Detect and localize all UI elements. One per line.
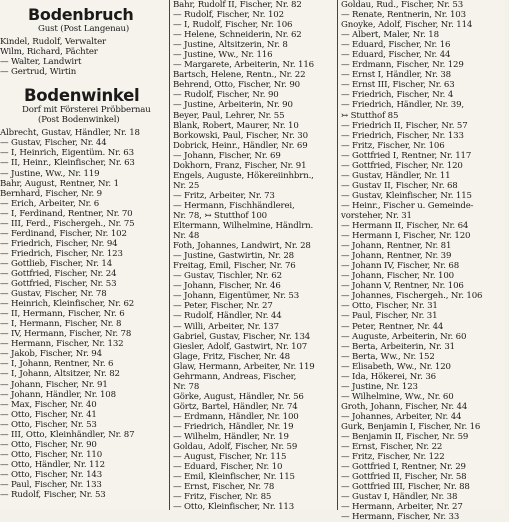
directory-entry: Behrend, Otto, Fischer, Nr. 90 xyxy=(173,80,300,91)
directory-entry: Gabriel, Gustav, Fischer, Nr. 134 xyxy=(173,331,311,342)
directory-entry: Wilm, Richard, Pächter xyxy=(0,47,98,58)
directory-entry: — Gertrud, Wirtin xyxy=(0,67,77,78)
directory-entry: — Gustav, Fischer, Nr. 44 xyxy=(0,138,107,149)
directory-entry: — Ernst, Fischer, Nr. 22 xyxy=(341,442,443,453)
directory-entry: — Justine, Gastwirtin, Nr. 28 xyxy=(173,251,294,262)
directory-entry: Gurk, Benjamin I, Fischer, Nr. 16 xyxy=(341,421,481,432)
directory-entry: — Friedrich, Händler, Nr. 39, xyxy=(341,100,464,111)
directory-entry: — Erdmann, Händler, Nr. 100 xyxy=(173,411,299,422)
directory-entry: Nr. 48 xyxy=(173,231,200,242)
directory-entry: — Johann, Fischer, Nr. 46 xyxy=(173,281,281,292)
directory-entry: — Gottfried, Fischer, Nr. 24 xyxy=(0,268,117,279)
directory-entry: — Johann, Fischer, Nr. 100 xyxy=(341,271,454,282)
directory-entry: — Justine, Nr. 123 xyxy=(341,381,418,392)
directory-entry: — IV, Hermann, Fischer, Nr. 78 xyxy=(0,329,132,340)
directory-entry: — Justine, Ww., Nr. 116 xyxy=(173,50,273,61)
directory-entry: — Friedrich, Fischer, Nr. 123 xyxy=(0,248,123,259)
directory-entry: Eltermann, Wilhelmine, Händlrn. xyxy=(173,221,314,232)
directory-entry: — I, Hermann, Fischer, Nr. 8 xyxy=(0,319,122,330)
column-3 xyxy=(337,0,509,522)
directory-entry: — Fritz, Fischer, Nr. 85 xyxy=(173,492,272,503)
directory-entry: — Gustav, Kleinfischer, Nr. 115 xyxy=(341,190,472,201)
directory-entry: Freitag, Emil, Fischer, Nr. 76 xyxy=(173,261,296,272)
directory-entry: vorsteher, Nr. 31 xyxy=(341,210,412,221)
directory-entry: — Otto, Fischer, Nr. 41 xyxy=(0,409,97,420)
directory-entry: — Eduard, Fischer, Nr. 16 xyxy=(341,40,451,51)
directory-entry: — Peter, Rentner, Nr. 44 xyxy=(341,321,444,332)
directory-entry: — Johann, Händler, Nr. 108 xyxy=(0,389,116,400)
directory-entry: — Johannes, Arbeiter, Nr. 44 xyxy=(341,411,462,422)
directory-entry: — II, Hermann, Fischer, Nr. 6 xyxy=(0,309,125,320)
directory-entry: — Eduard, Fischer, Nr. 10 xyxy=(173,462,283,473)
directory-entry: Gehrmann, Andreas, Fischer, xyxy=(173,371,297,382)
directory-entry: — Max, Fischer, Nr. 40 xyxy=(0,399,97,410)
directory-entry: — II, Heinr., Kleinfischer, Nr. 63 xyxy=(0,158,135,169)
directory-entry: — I, Johann, Rentner, Nr. 6 xyxy=(0,359,114,370)
directory-entry: Glage, Fritz, Fischer, Nr. 48 xyxy=(173,351,290,362)
directory-entry: — Wilhelmine, Ww., Nr. 60 xyxy=(341,391,454,402)
directory-entry: — Berta, Arbeiterin, Nr. 31 xyxy=(341,341,455,352)
directory-entry: — Hermann, Arbeiter, Nr. 27 xyxy=(341,502,463,513)
directory-entry: Nr. 78 xyxy=(173,381,200,392)
directory-entry: Glaw, Hermann, Arbeiter, Nr. 119 xyxy=(173,361,315,372)
place-title-bodenbruch: Bodenbruch xyxy=(28,5,134,24)
directory-entry: Beyer, Paul, Lehrer, Nr. 55 xyxy=(173,110,285,121)
directory-entry: Bernhard, Fischer, Nr. 9 xyxy=(0,188,102,199)
directory-entry: — Heinrich, Kleinfischer, Nr. 62 xyxy=(0,299,135,310)
directory-entry: — Johann, Eigentümer, Nr. 53 xyxy=(173,291,300,302)
directory-entry: — Rudolf, Händler, Nr. 44 xyxy=(173,311,282,322)
directory-entry: — III, Ferd., Fischergeh., Nr. 75 xyxy=(0,218,135,229)
directory-entry: Dobrick, Heinr., Händler, Nr. 69 xyxy=(173,140,308,151)
directory-entry: Dokhorn, Franz, Fischer, Nr. 91 xyxy=(173,160,307,171)
directory-entry: Bahr, Rudolf II, Fischer, Nr. 82 xyxy=(173,0,302,10)
directory-entry: — Justine, Altsitzerin, Nr. 8 xyxy=(173,40,288,51)
directory-entry: — Peter, Fischer, Nr. 27 xyxy=(173,301,273,312)
directory-entry: — Gustav II, Fischer, Nr. 68 xyxy=(341,180,458,191)
directory-entry: — Johann, Rentner, Nr. 39 xyxy=(341,251,452,262)
directory-entry: — I, Johann, Altsitzer, Nr. 82 xyxy=(0,369,120,380)
directory-entry: — Fritz, Arbeiter, Nr. 73 xyxy=(173,190,275,201)
directory-entry: — Gustav, Fischer, Nr. 78 xyxy=(0,289,107,300)
directory-entry: — Auguste, Arbeiterin, Nr. 60 xyxy=(341,331,467,342)
directory-entry: — Friedrich, Fischer, Nr. 94 xyxy=(0,238,118,249)
directory-entry: — Otto, Fischer, Nr. 110 xyxy=(0,449,103,460)
place-subtitle: Dorf mit Försterei Pröbbernau xyxy=(22,105,151,116)
directory-entry: Foth, Johannes, Landwirt, Nr. 28 xyxy=(173,241,311,252)
directory-entry: — Hermann II, Fischer, Nr. 64 xyxy=(341,221,469,232)
directory-entry: — Eduard, Fischer, Nr. 44 xyxy=(341,50,451,61)
directory-entry: — Justine, Ww., Nr. 119 xyxy=(0,168,100,179)
directory-entry: — Jakob, Fischer, Nr. 94 xyxy=(0,349,102,360)
column-2 xyxy=(169,0,339,513)
directory-entry: — Ernst I, Händler, Nr. 38 xyxy=(341,70,451,81)
directory-entry: — Hermann, Fischer, Nr. 132 xyxy=(0,339,124,350)
directory-entry: Görke, August, Händler, Nr. 56 xyxy=(173,391,304,402)
directory-entry: — Rudolf, Fischer, Nr. 90 xyxy=(173,90,279,101)
directory-entry: — Gustav I, Händler, Nr. 38 xyxy=(341,492,458,503)
directory-entry: — Johannes, Fischergeh., Nr. 106 xyxy=(341,291,483,302)
directory-entry: — Paul, Fischer, Nr. 31 xyxy=(341,311,438,322)
directory-entry: — Willi, Arbeiter, Nr. 137 xyxy=(173,321,279,332)
directory-entry: — Otto, Händler, Nr. 112 xyxy=(0,459,105,470)
directory-entry: — Gottfried III, Fischer, Nr. 88 xyxy=(341,482,470,493)
directory-entry: — III, Otto, Kleinhändler, Nr. 87 xyxy=(0,429,135,440)
directory-entry: — Erich, Arbeiter, Nr. 6 xyxy=(0,198,100,209)
directory-entry: — Johann IV, Fischer, Nr. 68 xyxy=(341,261,460,272)
directory-entry: — Otto, Fischer, Nr. 31 xyxy=(341,301,438,312)
directory-entry: Giesler, Adolf, Gastwirt, Nr. 107 xyxy=(173,341,308,352)
directory-entry: Engels, Auguste, Hökereiinhbrn., xyxy=(173,170,314,181)
directory-entry: Nr. 78, ↣ Stutthof 100 xyxy=(173,210,267,221)
directory-entry: — August, Fischer, Nr. 115 xyxy=(173,452,287,463)
directory-entry: — Johann, Fischer, Nr. 69 xyxy=(173,150,281,161)
directory-entry: — Albert, Maler, Nr. 18 xyxy=(341,30,439,41)
directory-entry: — I, Rudolf, Fischer, Nr. 106 xyxy=(173,20,293,31)
directory-entry: — Friedrich, Händler, Nr. 19 xyxy=(173,421,294,432)
directory-entry: Nr. 25 xyxy=(173,180,200,191)
directory-entry: — Rudolf, Fischer, Nr. 53 xyxy=(0,490,106,501)
directory-entry: — Johann, Rentner, Nr. 81 xyxy=(341,241,452,252)
directory-entry: — Gottfried, Fischer, Nr. 120 xyxy=(341,160,463,171)
directory-entry: — Paul, Fischer, Nr. 133 xyxy=(0,479,102,490)
directory-entry: — Gustav, Tischler, Nr. 62 xyxy=(173,271,282,282)
directory-entry: — Gustav, Händler, Nr. 11 xyxy=(341,170,451,181)
directory-entry: Albrecht, Gustav, Händler, Nr. 18 xyxy=(0,128,140,139)
directory-entry: — Erdmann, Fischer, Nr. 129 xyxy=(341,60,464,71)
directory-entry: Blank, Robert, Maurer, Nr. 10 xyxy=(173,120,299,131)
directory-entry: — Johann, Fischer, Nr. 91 xyxy=(0,379,108,390)
directory-entry: — Ernst III, Fischer, Nr. 63 xyxy=(341,80,455,91)
directory-entry: — Ernst, Fischer, Nr. 78 xyxy=(173,482,275,493)
directory-entry: — Otto, Kleinfischer, Nr. 113 xyxy=(173,502,295,513)
directory-entry: — Rudolf, Fischer, Nr. 102 xyxy=(173,10,284,21)
directory-entry: — Elisabeth, Ww., Nr. 120 xyxy=(341,361,451,372)
directory-entry: — Renate, Rentnerin, Nr. 103 xyxy=(341,10,466,21)
directory-entry: — Benjamin II, Fischer, Nr. 59 xyxy=(341,432,469,443)
directory-entry: — Hermann, Fischer, Nr. 33 xyxy=(341,512,460,522)
directory-entry: — Gottfried I, Rentner, Nr. 117 xyxy=(341,150,472,161)
directory-entry: — I, Ferdinand, Rentner, Nr. 70 xyxy=(0,208,133,219)
directory-entry: — Friedrich, Fischer, Nr. 4 xyxy=(341,90,454,101)
place-subtitle: (Post Bodenwinkel) xyxy=(38,115,120,126)
directory-entry: — Ferdinand, Fischer, Nr. 102 xyxy=(0,228,127,239)
directory-entry: Borkowski, Paul, Fischer, Nr. 30 xyxy=(173,130,308,141)
directory-entry: — Justine, Arbeiterin, Nr. 90 xyxy=(173,100,293,111)
directory-entry: Groth, Johann, Fischer, Nr. 44 xyxy=(341,401,468,412)
directory-entry: Goldau, Rud., Fischer, Nr. 53 xyxy=(341,0,464,10)
column-1 xyxy=(0,0,167,510)
directory-entry: — Ida, Hökerei, Nr. 36 xyxy=(341,371,436,382)
directory-entry: — Fritz, Fischer, Nr. 106 xyxy=(341,140,445,151)
directory-entry: — Friedrich, Fischer, Nr. 133 xyxy=(341,130,464,141)
directory-entry: — Wilhelm, Händler, Nr. 19 xyxy=(173,432,289,443)
directory-entry: — Hermann, Fischhändlerei, xyxy=(173,200,295,211)
directory-entry: — Friedrich II, Fischer, Nr. 57 xyxy=(341,120,468,131)
directory-entry: Gnoyke, Adolf, Fischer, Nr. 114 xyxy=(341,20,473,31)
directory-entry: — Otto, Fischer, Nr. 90 xyxy=(0,439,97,450)
directory-entry: — Helene, Schneiderin, Nr. 62 xyxy=(173,30,302,41)
directory-entry: — Hermann I, Fischer, Nr. 120 xyxy=(341,231,471,242)
directory-entry: Bartsch, Helene, Rentn., Nr. 22 xyxy=(173,70,306,81)
directory-entry: — Gottfried I, Rentner, Nr. 29 xyxy=(341,462,466,473)
directory-entry: ↣ Stutthof 85 xyxy=(341,110,399,121)
place-subtitle: Gust (Post Langenau) xyxy=(38,24,130,34)
directory-entry: Bahr, August, Rentner, Nr. 1 xyxy=(0,178,119,189)
directory-entry: — Heinr., Fischer u. Gemeinde- xyxy=(341,200,474,211)
directory-entry: — Berta, Ww., Nr. 152 xyxy=(341,351,435,362)
directory-entry: — I, Heinrich, Eigentüm. Nr. 63 xyxy=(0,148,134,159)
directory-entry: — Walter, Landwirt xyxy=(0,57,82,68)
directory-entry: Görtz, Bartel, Händler, Nr. 74 xyxy=(173,401,298,412)
directory-entry: — Gottlieb, Fischer, Nr. 14 xyxy=(0,258,113,269)
directory-entry: — Gottfried II, Fischer, Nr. 58 xyxy=(341,472,467,483)
directory-entry: Kindel, Rudolf, Verwalter xyxy=(0,37,107,48)
directory-entry: — Margarete, Arbeiterin, Nr. 116 xyxy=(173,60,314,71)
directory-entry: — Fritz, Fischer, Nr. 122 xyxy=(341,452,445,463)
directory-entry: — Otto, Fischer, Nr. 143 xyxy=(0,469,103,480)
directory-entry: — Otto, Fischer, Nr. 53 xyxy=(0,419,97,430)
directory-entry: — Gottfried, Fischer, Nr. 53 xyxy=(0,279,117,290)
place-title-bodenwinkel: Bodenwinkel xyxy=(24,86,140,106)
directory-entry: — Johann V, Rentner, Nr. 106 xyxy=(341,281,464,292)
directory-entry: — Emil, Kleinfischer, Nr. 115 xyxy=(173,472,295,483)
directory-entry: Goldau, Adolf, Fischer, Nr. 59 xyxy=(173,442,298,453)
